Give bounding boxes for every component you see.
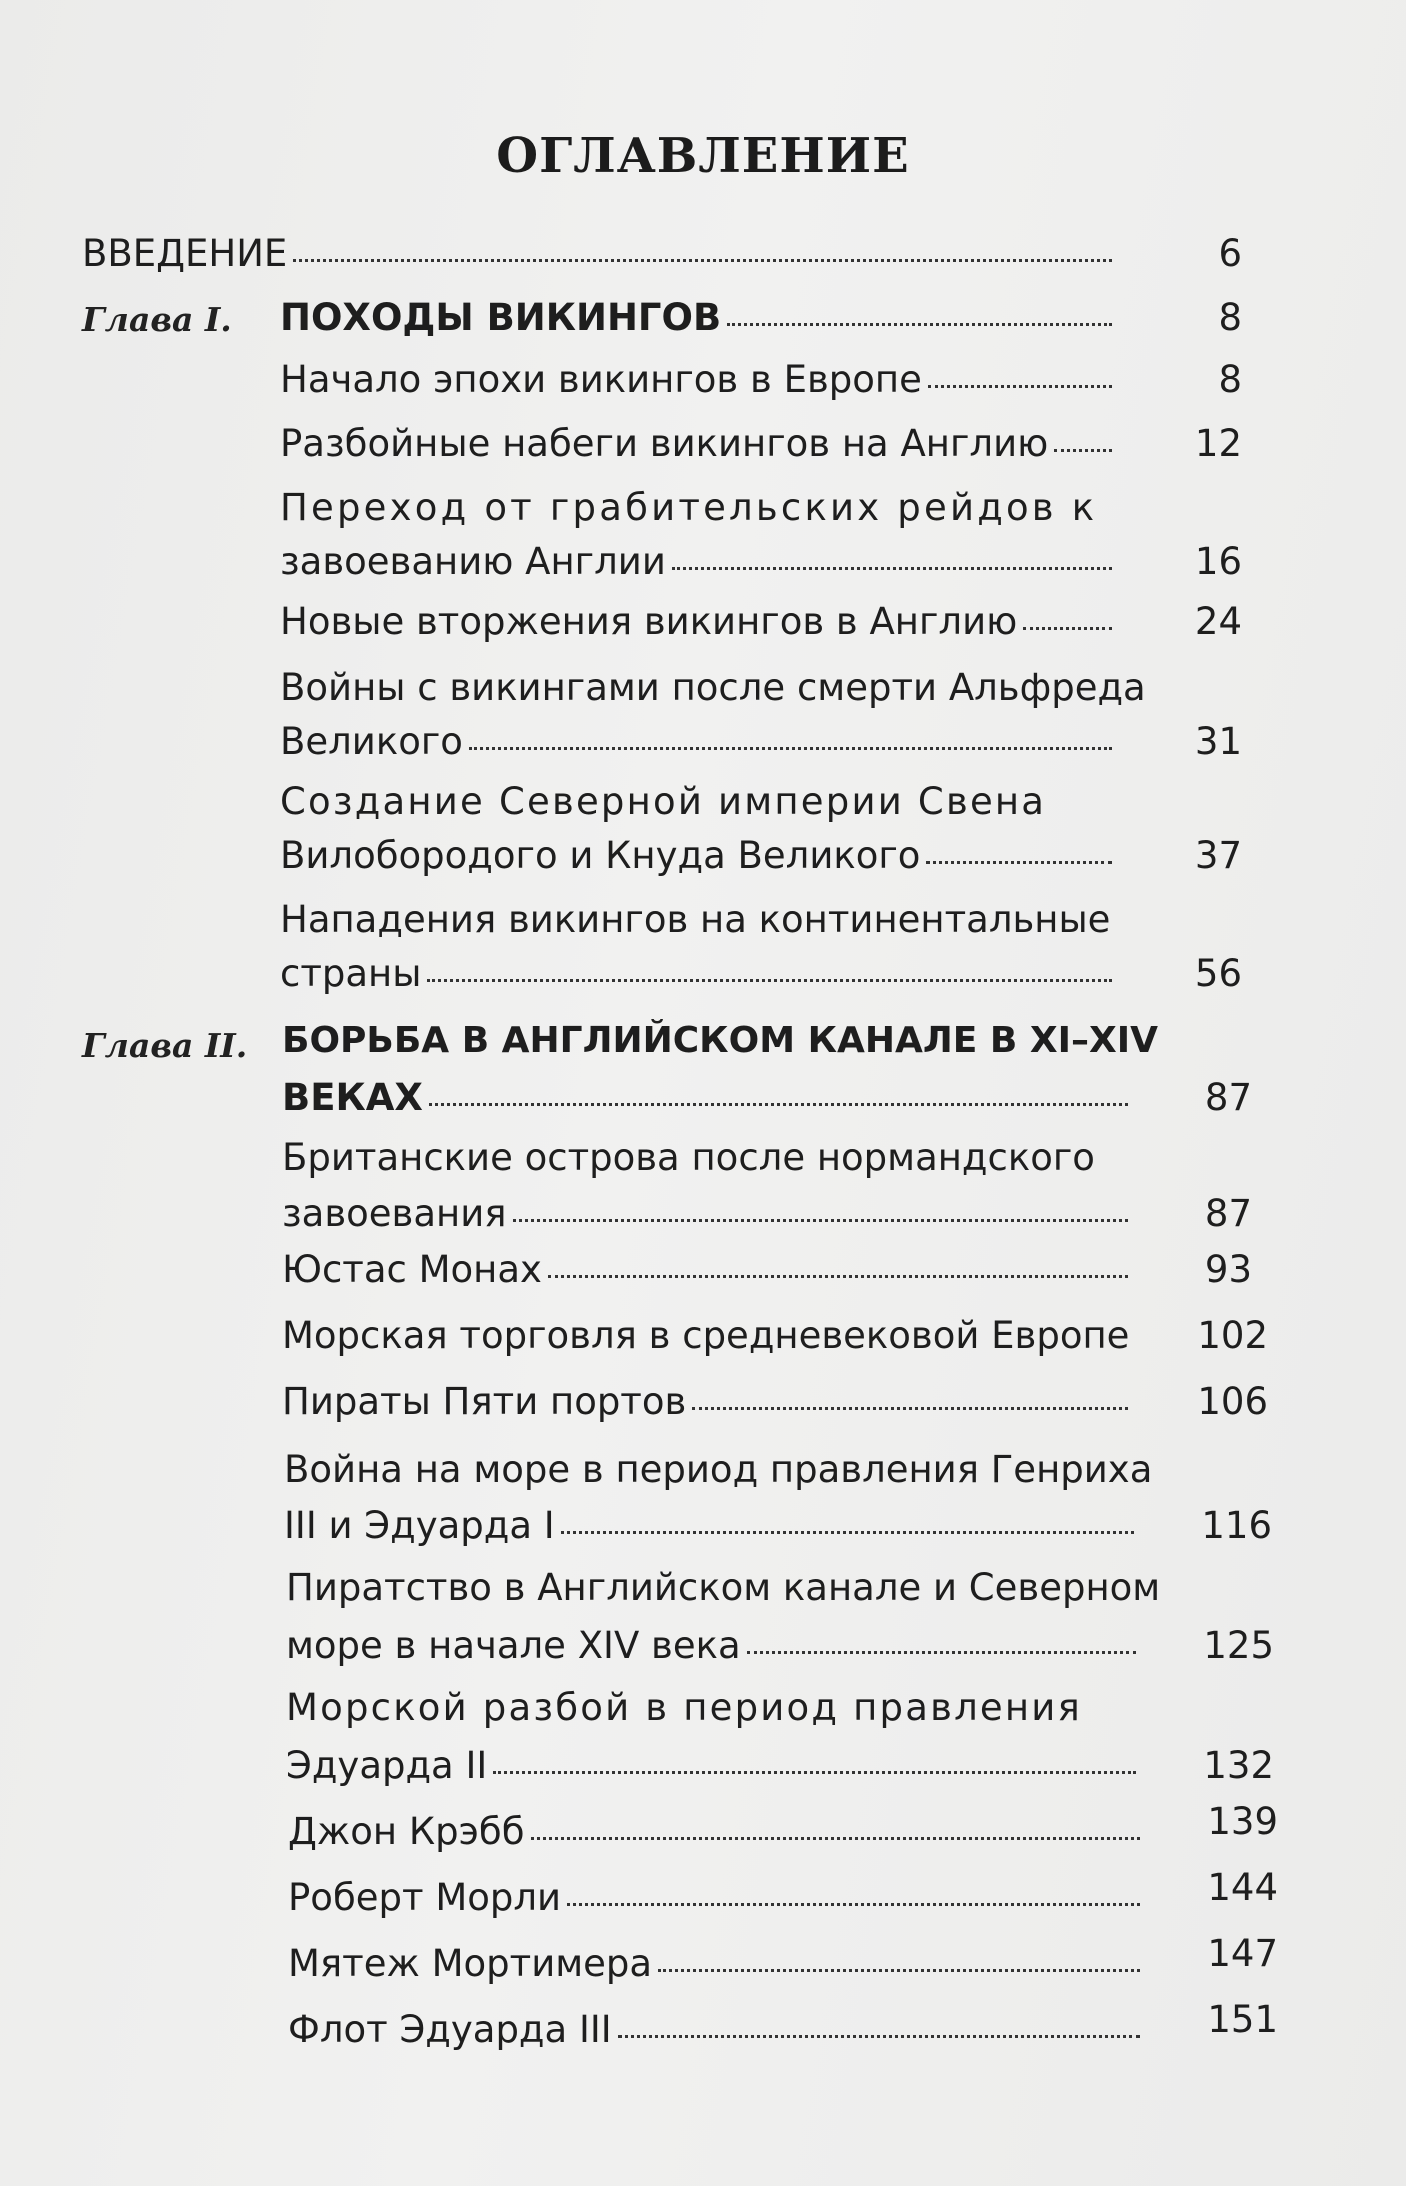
toc-section [282, 1136, 1252, 1236]
page-number: 87 [1204, 1076, 1252, 1119]
section-title-line: Нападения викингов на континентальные [280, 898, 1111, 941]
page-number: 139 [1207, 1800, 1278, 1843]
dot-leader [747, 1651, 1136, 1654]
section-title: Роберт Морли [288, 1876, 562, 1919]
page-number: 12 [1194, 422, 1242, 465]
page-number: 87 [1204, 1192, 1252, 1235]
page-number: 132 [1203, 1744, 1274, 1787]
toc-entry-chapter-2 [282, 1020, 1252, 1120]
toc-entry-intro [82, 232, 1242, 282]
dot-leader [567, 1903, 1140, 1906]
entry-title: ВВЕДЕНИЕ [82, 232, 288, 275]
section-title-line: Создание Северной империи Свена [280, 780, 1047, 823]
section-title-line: завоеванию Англии [280, 540, 666, 583]
section-title-line: Великого [280, 720, 463, 763]
page-number: 8 [1218, 358, 1242, 401]
section-title-line: Вилобородого и Кнуда Великого [280, 834, 921, 877]
toc-section [288, 1800, 1278, 1860]
page-number: 24 [1194, 600, 1242, 643]
page-number: 147 [1207, 1932, 1278, 1975]
page-number: 125 [1203, 1624, 1274, 1667]
section-title-line: страны [280, 952, 422, 995]
page-number: 102 [1197, 1314, 1268, 1357]
dot-leader [618, 2035, 1140, 2038]
toc-section [286, 1686, 1274, 1787]
section-title: Пираты Пяти портов [282, 1380, 687, 1423]
dot-leader [513, 1219, 1128, 1222]
section-title-line: Война на море в период правления Генриха [284, 1448, 1153, 1491]
toc-entry-chapter-1 [280, 296, 1240, 346]
section-title-line: Переход от грабительских рейдов к [280, 486, 1098, 529]
section-title: Морская торговля в средневековой Европе [282, 1314, 1130, 1357]
toc-section [280, 358, 1240, 408]
page-number: 93 [1204, 1248, 1252, 1291]
dot-leader [672, 567, 1112, 570]
section-title-line: Эдуарда II [286, 1744, 488, 1787]
section-title: Джон Крэбб [288, 1810, 525, 1853]
chapter-label: Глава I. [82, 300, 232, 339]
chapter-title-line: БОРЬБА В АНГЛИЙСКОМ КАНАЛЕ В XI–XIV [282, 1020, 1159, 1061]
dot-leader [1023, 627, 1112, 630]
toc-section [280, 600, 1240, 650]
page-number: 6 [1218, 232, 1242, 275]
dot-leader [658, 1969, 1140, 1972]
toc-section [288, 1932, 1278, 1992]
dot-leader [1054, 449, 1112, 452]
dot-leader [293, 259, 1112, 262]
toc-section [286, 1566, 1274, 1667]
toc-section [288, 1866, 1278, 1926]
dot-leader [531, 1837, 1140, 1840]
page-number: 8 [1218, 296, 1242, 339]
section-title: Новые вторжения викингов в Англию [280, 600, 1018, 643]
section-title: Начало эпохи викингов в Европе [280, 358, 922, 401]
section-title-line: Пиратство в Английском канале и Северном [286, 1566, 1161, 1609]
toc-section [282, 1380, 1268, 1430]
dot-leader [429, 1103, 1128, 1106]
chapter-label: Глава II. [82, 1026, 248, 1065]
page-number: 37 [1194, 834, 1242, 877]
dot-leader [493, 1771, 1136, 1774]
toc-section [288, 1998, 1278, 2058]
toc-section [284, 1448, 1272, 1548]
toc-section [282, 1248, 1252, 1298]
section-title-line: Войны с викингами после смерти Альфреда [280, 666, 1146, 709]
section-title: Мятеж Мортимера [288, 1942, 653, 1985]
toc-section [280, 666, 1240, 766]
toc-section [280, 898, 1240, 998]
dot-leader [926, 861, 1112, 864]
toc-section [280, 780, 1240, 880]
section-title-line: море в начале XIV века [286, 1624, 741, 1667]
dot-leader [427, 979, 1112, 982]
section-title-line: Британские острова после нормандского [282, 1136, 1095, 1179]
section-title: Юстас Монах [282, 1248, 542, 1291]
page-number: 144 [1207, 1866, 1278, 1909]
toc-section [280, 486, 1240, 586]
dot-leader [469, 747, 1112, 750]
dot-leader [727, 323, 1112, 326]
dot-leader [548, 1275, 1128, 1278]
page-number: 16 [1194, 540, 1242, 583]
section-title: Флот Эдуарда III [288, 2008, 612, 2051]
section-title-line: Морской разбой в период правления [286, 1686, 1082, 1729]
section-title-line: III и Эдуарда I [284, 1504, 555, 1547]
page-number: 151 [1207, 1998, 1278, 2041]
page-title: ОГЛАВЛЕНИЕ [496, 128, 910, 184]
toc-section [282, 1314, 1268, 1364]
chapter-title: ПОХОДЫ ВИКИНГОВ [280, 296, 722, 339]
section-title-line: завоевания [282, 1192, 507, 1235]
section-title: Разбойные набеги викингов на Англию [280, 422, 1049, 465]
dot-leader [561, 1531, 1134, 1534]
page-number: 106 [1197, 1380, 1268, 1423]
dot-leader [928, 385, 1112, 388]
page-number: 56 [1194, 952, 1242, 995]
page-number: 31 [1194, 720, 1242, 763]
toc-section [280, 422, 1240, 472]
chapter-title-line: ВЕКАХ [282, 1076, 423, 1119]
page-number: 116 [1201, 1504, 1272, 1547]
dot-leader [692, 1407, 1128, 1410]
